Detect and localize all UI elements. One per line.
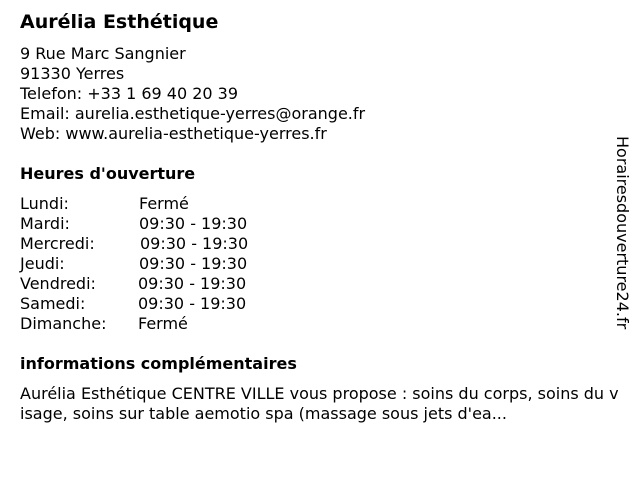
address-block	[20, 44, 365, 144]
day-label: Jeudi:	[20, 254, 65, 273]
day-hours: 09:30 - 19:30	[138, 274, 247, 293]
site-watermark	[612, 136, 632, 346]
day-label: Vendredi:	[20, 274, 96, 293]
additional-info-heading: informations complémentaires	[20, 354, 297, 373]
day-label: Mardi:	[20, 214, 70, 233]
web-line: Web: www.aurelia-esthetique-yerres.fr	[20, 124, 327, 143]
day-label: Dimanche:	[20, 314, 107, 333]
day-hours: Fermé	[138, 314, 188, 333]
day-hours: 09:30 - 19:30	[140, 234, 249, 253]
day-hours: 09:30 - 19:30	[138, 294, 247, 313]
day-hours: Fermé	[139, 194, 189, 213]
hours-row-saturday	[20, 294, 248, 314]
hours-row-monday	[20, 194, 248, 214]
hours-row-sunday	[20, 314, 248, 334]
hours-row-wednesday	[20, 234, 248, 254]
hours-row-thursday	[20, 254, 248, 274]
watermark-text: Horairesdouverture24.fr	[613, 136, 632, 330]
day-label: Samedi:	[20, 294, 86, 313]
business-name: Aurélia Esthétique	[20, 11, 219, 33]
day-hours: 09:30 - 19:30	[139, 254, 248, 273]
day-hours: 09:30 - 19:30	[139, 214, 248, 233]
phone-line: Telefon: +33 1 69 40 20 39	[20, 84, 239, 103]
email-line: Email: aurelia.esthetique-yerres@orange.fr	[20, 104, 366, 123]
additional-info-text: Aurélia Esthétique CENTRE VILLE vous propose : soins du corps, soins du visage, soins sur table aemotio spa (massage sous jets d'ea...	[20, 384, 619, 423]
opening-hours-list	[20, 194, 248, 334]
hours-row-friday	[20, 274, 248, 294]
city-postcode: 91330 Yerres	[20, 64, 125, 83]
hours-row-tuesday	[20, 214, 248, 234]
day-label: Lundi:	[20, 194, 69, 213]
street-address: 9 Rue Marc Sangnier	[20, 44, 186, 63]
day-label: Mercredi:	[20, 234, 95, 253]
opening-hours-heading: Heures d'ouverture	[20, 164, 196, 183]
